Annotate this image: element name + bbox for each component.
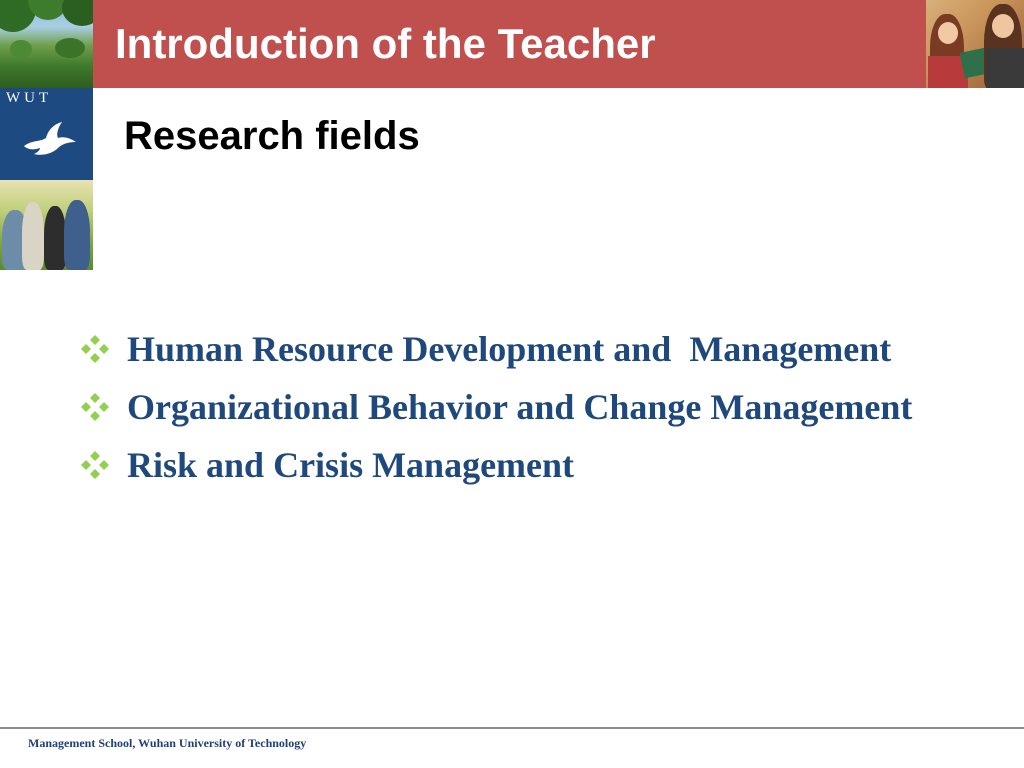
footer-text: Management School, Wuhan University of Technology (28, 736, 307, 750)
list-item (80, 320, 912, 378)
university-logo (0, 88, 93, 180)
diamond-bullet-icon (80, 392, 110, 422)
footer-divider (0, 727, 1024, 729)
research-field-text: Organizational Behavior and Change Management (127, 387, 913, 427)
bird-icon (22, 120, 78, 160)
logo-text: WUT (6, 90, 53, 106)
diamond-bullet-icon (80, 334, 110, 364)
slide-title: Introduction of the Teacher (115, 20, 656, 67)
title-band (93, 0, 926, 88)
campus-photo (0, 0, 93, 88)
diamond-bullet-icon (80, 450, 110, 480)
research-fields-list (80, 320, 912, 494)
research-field-text: Risk and Crisis Management (127, 445, 575, 485)
research-field-text: Human Resource Development and Management (127, 329, 892, 369)
section-heading: Research fields (124, 114, 420, 158)
list-item (80, 378, 912, 436)
list-item (80, 436, 912, 494)
left-image-column (0, 0, 93, 270)
readers-photo (926, 0, 1024, 88)
students-photo (0, 180, 93, 270)
